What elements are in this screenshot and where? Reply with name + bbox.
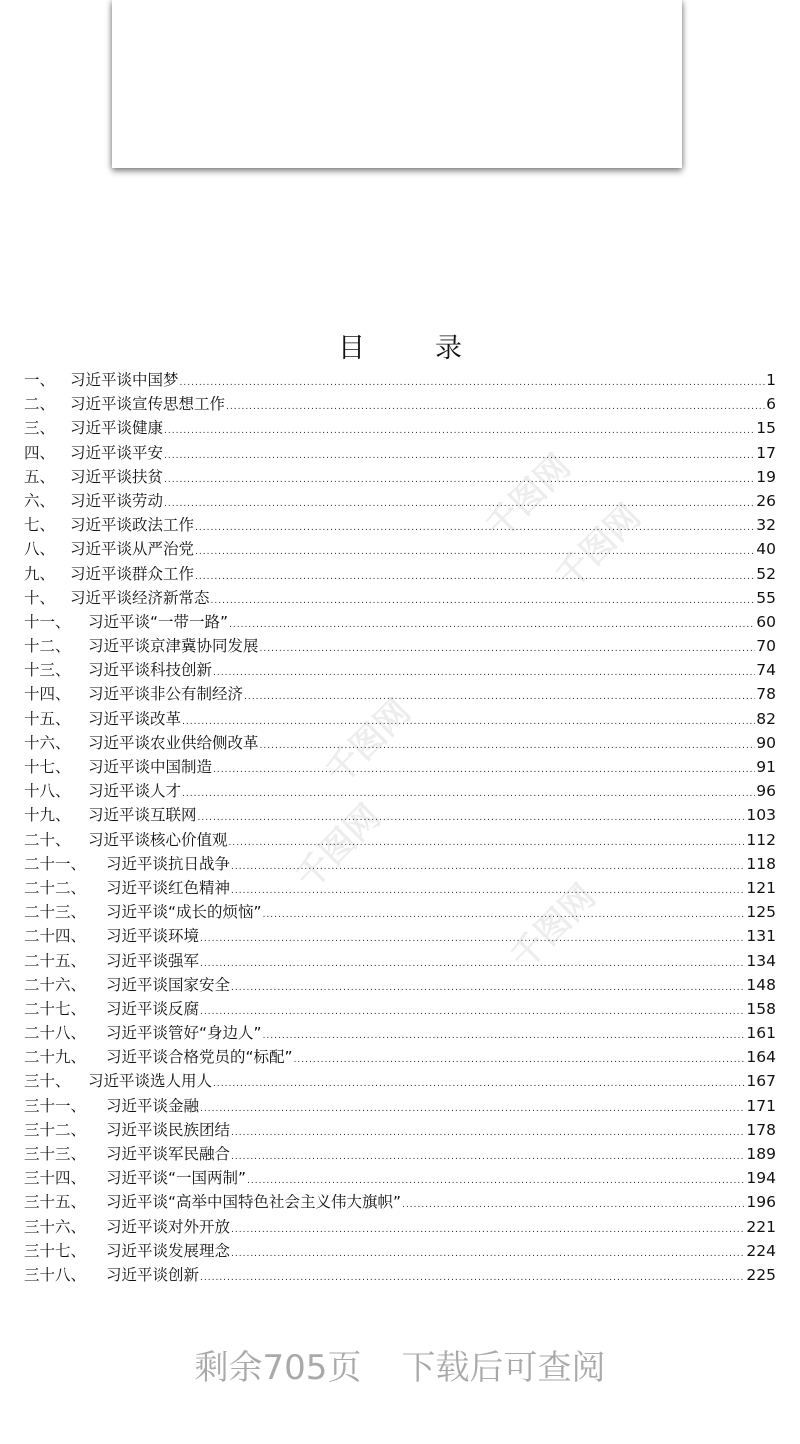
toc-entry[interactable] bbox=[24, 392, 776, 416]
toc-entry-label: 习近平谈中国梦 bbox=[70, 371, 179, 389]
toc-entry-label: 习近平谈发展理念 bbox=[106, 1241, 231, 1260]
toc-entry[interactable] bbox=[24, 828, 776, 852]
toc-entry-number: 十八、 bbox=[24, 782, 71, 801]
toc-entry-page: 121 bbox=[746, 878, 776, 897]
toc-entry-page: 221 bbox=[746, 1217, 776, 1236]
toc-entry-number: 七、 bbox=[24, 516, 56, 535]
toc-entry-page: 82 bbox=[756, 709, 776, 728]
download-prompt[interactable] bbox=[0, 1340, 800, 1389]
toc-entry-number: 三十五、 bbox=[24, 1193, 87, 1212]
toc-entry-page: 178 bbox=[746, 1120, 776, 1139]
toc-entry[interactable] bbox=[24, 1069, 776, 1093]
toc-entry-number: 九、 bbox=[24, 564, 56, 583]
toc-entry-label: 习近平谈“成长的烦恼” bbox=[106, 903, 262, 922]
toc-entry[interactable] bbox=[24, 368, 776, 392]
toc-entry-page: 148 bbox=[746, 975, 776, 994]
toc-entry[interactable] bbox=[24, 1045, 776, 1069]
toc-entry[interactable] bbox=[24, 707, 776, 731]
watermark-logo: 千图网 bbox=[503, 876, 604, 978]
toc-dot-leader bbox=[247, 1177, 745, 1186]
toc-entry-number: 十五、 bbox=[24, 709, 71, 728]
toc-dot-leader bbox=[231, 863, 745, 872]
toc-entry-label: 习近平谈平安 bbox=[70, 443, 164, 462]
toc-dot-leader bbox=[244, 693, 755, 702]
toc-entry-number: 一、 bbox=[24, 371, 56, 389]
watermark-logo: 千图网 bbox=[548, 496, 649, 598]
toc-dot-leader bbox=[229, 839, 746, 848]
toc-dot-leader bbox=[226, 403, 765, 412]
toc-entry-label: 习近平谈从严治党 bbox=[70, 540, 195, 559]
toc-entry-page: 60 bbox=[756, 612, 776, 631]
toc-dot-leader bbox=[200, 1274, 745, 1283]
remaining-pages-text: 剩余705页 bbox=[194, 1348, 362, 1388]
toc-dot-leader bbox=[294, 1056, 746, 1065]
toc-entry[interactable] bbox=[24, 949, 776, 973]
toc-entry[interactable] bbox=[24, 610, 776, 634]
toc-entry-label: 习近平谈政法工作 bbox=[70, 516, 195, 535]
watermark-logo: 千图网 bbox=[318, 691, 419, 793]
toc-dot-leader bbox=[263, 1032, 746, 1041]
toc-dot-leader bbox=[260, 645, 756, 654]
toc-dot-leader bbox=[211, 597, 756, 606]
toc-entry-label: 习近平谈创新 bbox=[106, 1265, 200, 1284]
toc-dot-leader bbox=[164, 452, 755, 461]
toc-dot-leader bbox=[231, 1153, 745, 1162]
toc-entry-label: 习近平谈经济新常态 bbox=[70, 588, 210, 607]
toc-entry-number: 二十四、 bbox=[24, 927, 87, 946]
toc-entry-page: 196 bbox=[746, 1193, 776, 1212]
toc-entry-label: 习近平谈劳动 bbox=[70, 491, 164, 510]
toc-dot-leader bbox=[260, 742, 756, 751]
toc-entry-page: 189 bbox=[746, 1145, 776, 1163]
toc-entry-page: 118 bbox=[746, 854, 776, 873]
watermark-logo: 千图网 bbox=[288, 796, 389, 898]
toc-dot-leader bbox=[231, 984, 745, 993]
toc-entry-page: 19 bbox=[756, 467, 776, 486]
toc-dot-leader bbox=[164, 500, 755, 509]
toc-entry-number: 二十、 bbox=[24, 830, 71, 849]
toc-entry-label: 习近平谈互联网 bbox=[88, 806, 197, 825]
toc-entry-number: 十七、 bbox=[24, 758, 71, 776]
toc-dot-leader bbox=[195, 573, 755, 582]
toc-entry-page: 171 bbox=[746, 1096, 776, 1115]
toc-entry-label: 习近平谈军民融合 bbox=[106, 1145, 231, 1163]
toc-entry-page: 158 bbox=[746, 999, 776, 1018]
toc-entry[interactable] bbox=[24, 537, 776, 561]
toc-dot-leader bbox=[200, 960, 745, 969]
toc-entry-label: 习近平谈京津冀协同发展 bbox=[88, 637, 259, 656]
toc-entry-number: 三十六、 bbox=[24, 1217, 87, 1236]
toc-entry-label: 习近平谈强军 bbox=[106, 951, 200, 970]
toc-dot-leader bbox=[182, 790, 755, 799]
toc-entry-label: 习近平谈宣传思想工作 bbox=[70, 395, 226, 414]
toc-entry-label: 习近平谈管好“身边人” bbox=[106, 1024, 262, 1043]
toc-entry-number: 六、 bbox=[24, 491, 56, 510]
toc-entry-number: 二十二、 bbox=[24, 878, 87, 897]
toc-entry-page: 125 bbox=[746, 903, 776, 922]
toc-entry[interactable] bbox=[24, 1215, 776, 1239]
toc-entry-label: 习近平谈核心价值观 bbox=[88, 830, 228, 849]
toc-entry-label: 习近平谈人才 bbox=[88, 782, 182, 801]
toc-title-part2: 录 bbox=[435, 333, 462, 364]
toc-entry[interactable] bbox=[24, 973, 776, 997]
toc-entry[interactable] bbox=[24, 803, 776, 827]
toc-entry-label: 习近平谈民族团结 bbox=[106, 1120, 231, 1139]
toc-entry-page: 32 bbox=[756, 516, 776, 535]
toc-entry-page: 26 bbox=[756, 491, 776, 510]
toc-entry-number: 四、 bbox=[24, 443, 56, 462]
toc-entry-number: 三十一、 bbox=[24, 1096, 87, 1115]
toc-entry-label: 习近平谈“一带一路” bbox=[88, 612, 229, 631]
toc-entry-number: 三十三、 bbox=[24, 1145, 87, 1163]
previous-page-preview bbox=[112, 0, 682, 168]
toc-entry[interactable] bbox=[24, 1021, 776, 1045]
toc-entry[interactable] bbox=[24, 416, 776, 440]
toc-entry-number: 十九、 bbox=[24, 806, 71, 825]
toc-entry-page: 1 bbox=[766, 371, 776, 389]
toc-entry-label: 习近平谈合格党员的“标配” bbox=[106, 1048, 293, 1067]
toc-entry-page: 225 bbox=[746, 1265, 776, 1284]
toc-entry[interactable] bbox=[24, 489, 776, 513]
toc-dot-leader bbox=[231, 1129, 745, 1138]
toc-entry-page: 74 bbox=[756, 661, 776, 680]
toc-dot-leader bbox=[195, 548, 755, 557]
toc-entry-label: 习近平谈国家安全 bbox=[106, 975, 231, 994]
toc-entry-number: 三、 bbox=[24, 419, 56, 438]
toc-dot-leader bbox=[229, 621, 755, 630]
toc-entry-label: 习近平谈选人用人 bbox=[88, 1072, 213, 1091]
toc-dot-leader bbox=[180, 379, 766, 388]
toc-dot-leader bbox=[164, 427, 755, 436]
toc-dot-leader bbox=[213, 766, 755, 775]
toc-entry-page: 78 bbox=[756, 685, 776, 704]
toc-entry-page: 55 bbox=[756, 588, 776, 607]
toc-entry-label: 习近平谈对外开放 bbox=[106, 1217, 231, 1236]
toc-entry[interactable] bbox=[24, 465, 776, 489]
toc-entry-number: 八、 bbox=[24, 540, 56, 559]
toc-dot-leader bbox=[198, 814, 746, 823]
toc-entry[interactable] bbox=[24, 441, 776, 465]
toc-entry-label: 习近平谈中国制造 bbox=[88, 758, 213, 776]
toc-entry-page: 103 bbox=[746, 806, 776, 825]
toc-entry-label: 习近平谈“高举中国特色社会主义伟大旗帜” bbox=[106, 1193, 402, 1212]
toc-entry[interactable] bbox=[24, 1118, 776, 1142]
toc-entry[interactable] bbox=[24, 1239, 776, 1263]
toc-entry-page: 17 bbox=[756, 443, 776, 462]
toc-entry-page: 131 bbox=[746, 927, 776, 946]
toc-entry-page: 90 bbox=[756, 733, 776, 752]
toc-entry[interactable] bbox=[24, 1094, 776, 1118]
toc-entry[interactable] bbox=[24, 562, 776, 586]
toc-entry[interactable] bbox=[24, 731, 776, 755]
toc-entry[interactable] bbox=[24, 513, 776, 537]
toc-entry[interactable] bbox=[24, 779, 776, 803]
toc-entry-page: 224 bbox=[746, 1241, 776, 1260]
toc-entry-label: 习近平谈农业供给侧改革 bbox=[88, 733, 259, 752]
toc-entry-page: 91 bbox=[756, 758, 776, 776]
toc-entry[interactable] bbox=[24, 1166, 776, 1190]
toc-entry-number: 十三、 bbox=[24, 661, 71, 680]
toc-entry-label: 习近平谈金融 bbox=[106, 1096, 200, 1115]
toc-dot-leader bbox=[195, 524, 755, 533]
toc-entry[interactable] bbox=[24, 876, 776, 900]
toc-entry[interactable] bbox=[24, 1142, 776, 1166]
toc-entry-number: 二十三、 bbox=[24, 903, 87, 922]
toc-entry[interactable] bbox=[24, 634, 776, 658]
toc-dot-leader bbox=[231, 887, 745, 896]
toc-entry-page: 15 bbox=[756, 419, 776, 438]
toc-entry-label: 习近平谈抗日战争 bbox=[106, 854, 231, 873]
toc-entry-page: 70 bbox=[756, 637, 776, 656]
toc-entry[interactable] bbox=[24, 682, 776, 706]
toc-entry-number: 二十七、 bbox=[24, 999, 87, 1018]
toc-title-part1: 目 bbox=[338, 333, 365, 364]
toc-dot-leader bbox=[213, 1080, 745, 1089]
toc-entry-page: 167 bbox=[746, 1072, 776, 1091]
toc-entry-label: 习近平谈红色精神 bbox=[106, 878, 231, 897]
toc-entry-page: 161 bbox=[746, 1024, 776, 1043]
toc-entry-number: 二、 bbox=[24, 395, 56, 414]
toc-entry-page: 40 bbox=[756, 540, 776, 559]
toc-entry-number: 十、 bbox=[24, 588, 56, 607]
toc-entry-page: 164 bbox=[746, 1048, 776, 1067]
watermark-logo: 千图网 bbox=[478, 446, 579, 548]
download-to-view-text: 下载后可查阅 bbox=[401, 1348, 606, 1388]
toc-entry-page: 96 bbox=[756, 782, 776, 801]
toc-entry-label: 习近平谈群众工作 bbox=[70, 564, 195, 583]
toc-entry[interactable] bbox=[24, 755, 776, 779]
toc-entry-number: 三十二、 bbox=[24, 1120, 87, 1139]
toc-entry-page: 134 bbox=[746, 951, 776, 970]
toc-entry-number: 二十五、 bbox=[24, 951, 87, 970]
toc-entry[interactable] bbox=[24, 900, 776, 924]
toc-entry-number: 三十八、 bbox=[24, 1265, 87, 1284]
toc-entry-label: 习近平谈非公有制经济 bbox=[88, 685, 244, 704]
toc-entry-number: 三十、 bbox=[24, 1072, 71, 1091]
toc-list bbox=[24, 368, 776, 1287]
toc-entry-label: 习近平谈环境 bbox=[106, 927, 200, 946]
toc-entry[interactable] bbox=[24, 924, 776, 948]
toc-entry-label: 习近平谈科技创新 bbox=[88, 661, 213, 680]
toc-entry-number: 二十六、 bbox=[24, 975, 87, 994]
toc-entry-page: 112 bbox=[746, 830, 776, 849]
toc-dot-leader bbox=[200, 935, 745, 944]
toc-entry-number: 十二、 bbox=[24, 637, 71, 656]
toc-entry-number: 二十九、 bbox=[24, 1048, 87, 1067]
toc-dot-leader bbox=[200, 1008, 745, 1017]
toc-entry-number: 十一、 bbox=[24, 612, 71, 631]
toc-entry-label: 习近平谈改革 bbox=[88, 709, 182, 728]
toc-entry-number: 三十七、 bbox=[24, 1241, 87, 1260]
toc-dot-leader bbox=[402, 1201, 745, 1210]
toc-entry-number: 五、 bbox=[24, 467, 56, 486]
toc-dot-leader bbox=[182, 718, 755, 727]
toc-dot-leader bbox=[231, 1250, 745, 1259]
toc-entry[interactable] bbox=[24, 586, 776, 610]
toc-entry[interactable] bbox=[24, 1263, 776, 1287]
toc-dot-leader bbox=[164, 476, 755, 485]
toc-entry-label: 习近平谈健康 bbox=[70, 419, 164, 438]
toc-entry[interactable] bbox=[24, 658, 776, 682]
toc-entry[interactable] bbox=[24, 1190, 776, 1214]
toc-entry-number: 三十四、 bbox=[24, 1169, 87, 1188]
toc-entry-label: 习近平谈“一国两制” bbox=[106, 1169, 247, 1188]
toc-entry-page: 194 bbox=[746, 1169, 776, 1188]
toc-entry[interactable] bbox=[24, 852, 776, 876]
toc-title bbox=[0, 326, 800, 365]
toc-dot-leader bbox=[263, 911, 746, 920]
toc-entry-label: 习近平谈反腐 bbox=[106, 999, 200, 1018]
toc-entry-page: 6 bbox=[766, 395, 776, 414]
toc-entry-number: 二十一、 bbox=[24, 854, 87, 873]
toc-entry-page: 52 bbox=[756, 564, 776, 583]
toc-entry[interactable] bbox=[24, 997, 776, 1021]
toc-dot-leader bbox=[200, 1105, 745, 1114]
toc-entry-number: 十四、 bbox=[24, 685, 71, 704]
toc-entry-number: 二十八、 bbox=[24, 1024, 87, 1043]
toc-entry-label: 习近平谈扶贫 bbox=[70, 467, 164, 486]
toc-dot-leader bbox=[213, 669, 755, 678]
toc-dot-leader bbox=[231, 1226, 745, 1235]
toc-entry-number: 十六、 bbox=[24, 733, 71, 752]
